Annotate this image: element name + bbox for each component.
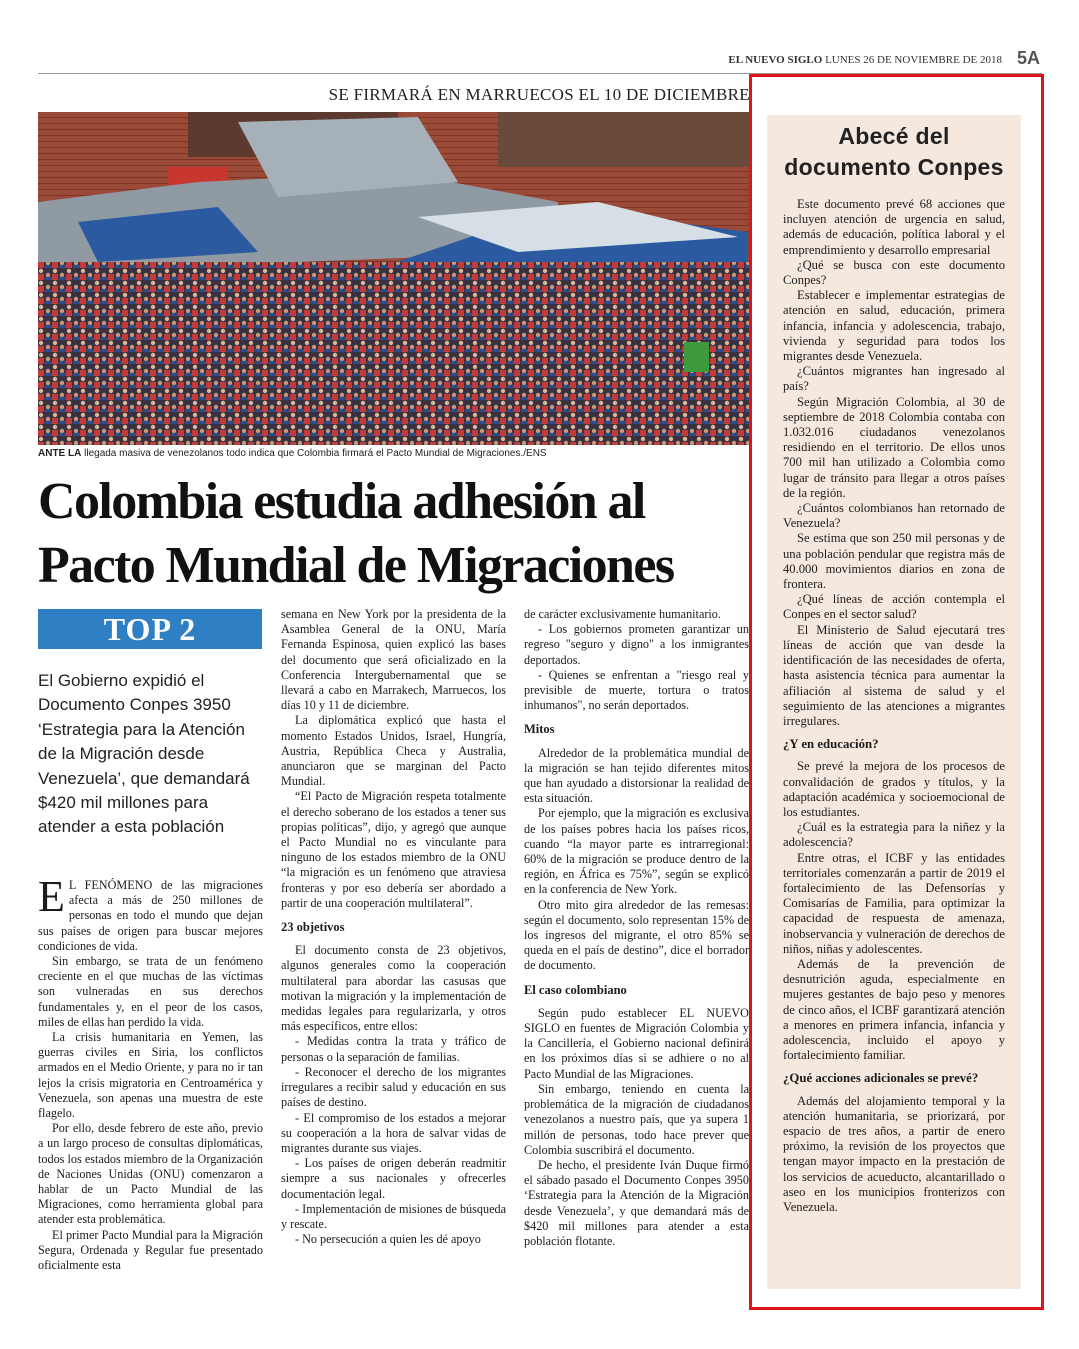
sidebar-paragraph: Según Migración Colombia, al 30 de septiembre de 2018 Colombia contaba con 1.032.016 ciudadanos venezolanos residiendo en el territorio. De ellos unos 700 mil han utilizado a Colombia como lugar de tránsito para llegar a otros países de la región. — [783, 394, 1005, 500]
caption-lead: ANTE LA — [38, 448, 82, 459]
page-number: 5A — [1016, 48, 1040, 68]
sidebar-subhead: ¿Y en educación? — [783, 737, 879, 752]
body-paragraph: El primer Pacto Mundial para la Migración Segura, Ordenada y Regular fue presentado oficialmente esta — [38, 1227, 263, 1273]
issue-date: LUNES 26 DE NOVIEMBRE DE 2018 — [825, 54, 1002, 66]
sidebar-title-line-1: Abecé del — [838, 123, 950, 149]
body-paragraph: - No persecución a quien les dé apoyo — [295, 1232, 481, 1247]
body-paragraph: Por ejemplo, que la migración es exclusiva de los países pobres hacia los países ricos, cuando “la mayor parte es intrarregional: 60% de la migración se produce dentro de la región, en África es 75%”, según se explicó en la conferencia de New York. — [524, 806, 749, 897]
sidebar-question: ¿Qué líneas de acción contempla el Conpes en el sector salud? — [783, 592, 1005, 622]
article-summary: El Gobierno expidió el Documento Conpes 3950 ‘Estrategia para la Atención de la Migración desde Venezuela’, que demandará $420 mil millones para atender a esta población — [38, 671, 250, 837]
photo-caption — [38, 448, 750, 459]
body-paragraph: Por ello, desde febrero de este año, previo a un largo proceso de consultas diplomáticas, todos los estados miembro de la Organización de Naciones Unidas (ONU) comenzaron a hablar de un Pacto Mundial de las Migraciones, como herramienta global para atender esta problemática. — [38, 1121, 263, 1227]
body-paragraph: Sin embargo, teniendo en cuenta la problemática de la migración de ciudadanos venezolanos a nuestro país, que ya supera 1 millón de personas, todo hace prever que Colombia suscribirá el documento. — [524, 1081, 749, 1157]
body-column-3 — [524, 607, 749, 1249]
body-paragraph: - Implementación de misiones de búsqueda y rescate. — [281, 1201, 506, 1231]
sidebar-question: ¿Cuántos migrantes han ingresado al país? — [783, 364, 1005, 394]
body-paragraph: - Los gobiernos prometen garantizar un regreso "seguro y digno" a los inmigrantes deportados. — [524, 622, 749, 667]
body-paragraph: De hecho, el presidente Iván Duque firmó el sábado pasado el Documento Conpes 3950 ‘Estrategia para la Atención de la Migración desde Venezuela’, y que demandará más de $420 mil millones para atender a esta población flotante. — [524, 1157, 749, 1248]
sidebar-paragraph: Además del alojamiento temporal y la atención humanitaria, se priorizará, por espacio de tres años, a partir de enero próximo, la revisión de los proyectos que tengan mayor impacto en la prestación de los servicios de acueducto, alcantarillado o aseo en los municipios fronterizos con Venezuela. — [783, 1093, 1005, 1214]
page-header — [38, 48, 1042, 74]
newspaper-name: EL NUEVO SIGLO — [728, 54, 823, 66]
body-paragraph: Otro mito gira alrededor de las remesas: según el documento, solo representan 15% de los ingresos del migrante, el otro 85% se queda en el país de destino”, dice el borrador de documento. — [524, 897, 749, 973]
headline-line-1: Colombia estudia adhesión al — [38, 473, 645, 530]
body-paragraph: Según pudo establecer EL NUEVO SIGLO en fuentes de Migración Colombia y la Cancillería, el Gobierno nacional definirá en los próximos días si se adhiere o no al Pacto Mundial de las Migraciones. — [524, 1005, 749, 1081]
sidebar-paragraph: Además de la prevención de desnutrición aguda, especialmente en mujeres gestantes de bajo peso y menores de cinco años, el ICBF garantizará atención a menores en primera infancia, infancia y adolescencia, incluido el apoyo y fortalecimiento familiar. — [783, 956, 1005, 1063]
body-paragraph: - Quienes se enfrentan a "riesgo real y previsible de muerte, tortura o tratos inhumanos", no serán deportados. — [524, 667, 749, 713]
sidebar-question: ¿Qué se busca con este documento Conpes? — [783, 257, 1005, 288]
body-paragraph: “El Pacto de Migración respeta totalmente el derecho soberano de los estados a tener sus propias políticas”, dijo, y agregó que aunque el Pacto Mundial no es vinculante para ninguno de los estados miembro de la ONU “la migración es un fenómeno que atraviesa fronteras y por eso debería ser abordado a partir de una cooperación multilateral”. — [281, 789, 506, 910]
body-paragraph: - Los países de origen deberán readmitir siempre a sus nacionales y ofrecerles documentación legal. — [281, 1156, 506, 1201]
crowd-photo-illustration — [38, 112, 750, 445]
body-paragraph: semana en New York por la presidenta de la Asamblea General de la ONU, María Fernanda Espinosa, quien explicó las bases del documento que será oficializado en la Conferencia Intergubernamental que se llevará a cabo en Marrakech, Marruecos, los días 10 y 11 de diciembre. — [281, 607, 506, 713]
sidebar-title-line-2: documento Conpes — [784, 154, 1004, 180]
body-paragraph: - Medidas contra la trata y tráfico de personas o la separación de familias. — [281, 1034, 506, 1064]
article-kicker: SE FIRMARÁ EN MARRUECOS EL 10 DE DICIEMBRE — [328, 85, 750, 104]
body-paragraph: - Reconocer el derecho de los migrantes irregulares a recibir salud y educación en sus países de destino. — [281, 1064, 506, 1110]
sidebar-paragraph: El Ministerio de Salud ejecutará tres líneas de acción que van desde la identificación de las necesidades de oferta, hasta asistencia técnica para aumentar la afiliación al sistema de salud y el seguimiento de las atenciones a migrantes irregulares. — [783, 622, 1005, 728]
body-paragraph: Sin embargo, se trata de un fenómeno creciente en el que muchas de las víctimas son vulneradas en sus derechos fundamentales y, en el peor de los casos, miles de ellas han perdido la vida. — [38, 954, 263, 1029]
section-subhead: 23 objetivos — [281, 920, 345, 935]
drop-cap: E — [38, 872, 65, 921]
body-column-1 — [38, 872, 263, 1273]
section-subhead: El caso colombiano — [524, 982, 627, 997]
sidebar-paragraph: Establecer e implementar estrategias de atención en salud, educación, primera infancia, infancia y adolescencia, trabajo, vivienda y seguridad para todos los migrantes desde Venezuela. — [783, 288, 1005, 364]
article-headline — [38, 470, 758, 598]
highlight-frame — [749, 74, 1044, 1310]
body-paragraph: - El compromiso de los estados a mejorar su cooperación a la hora de salvar vidas de migrantes durante sus viajes. — [281, 1110, 506, 1155]
sidebar-paragraph: Este documento prevé 68 acciones que incluyen atención de urgencia en salud, además de educación, política laboral y el emprendimiento y desarrollo empresarial — [783, 197, 1005, 257]
body-column-2 — [281, 607, 506, 1247]
sidebar-question: ¿Cuál es la estrategia para la niñez y la adolescencia? — [783, 820, 1005, 850]
caption-text: llegada masiva de venezolanos todo indica que Colombia firmará el Pacto Mundial de Migraciones./ENS — [81, 448, 547, 459]
sidebar-paragraph: Se estima que son 250 mil personas y de una población pendular que registra más de 40.000 movimientos diarios en zona de frontera. — [783, 531, 1005, 592]
body-paragraph: Alrededor de la problemática mundial de la migración se han tejido diferentes mitos que han ayudado a distorsionar la realidad de esta situación. — [524, 745, 749, 806]
sidebar-paragraph: Entre otras, el ICBF y las entidades territoriales comenzarán a partir de 2019 el fortalecimiento de las Defensorías y Comisarías de Familia, para optimizar la capacidad de respuesta de amenaza, inobservancia y vulneración de derechos de niños, niñas y adolescentes. — [783, 850, 1005, 956]
body-paragraph: E L FENÓMENO de las migraciones afecta a más de 250 millones de personas en todo el mundo que dejan sus países de origen para buscar mejores condiciones de vida. — [38, 872, 263, 953]
top-badge: TOP 2 — [38, 609, 262, 649]
sidebar-question: ¿Cuántos colombianos han retornado de Venezuela? — [783, 501, 1005, 531]
section-subhead: Mitos — [524, 722, 555, 737]
headline-line-2: Pacto Mundial de Migraciones — [38, 537, 674, 594]
body-paragraph: La crisis humanitaria en Yemen, las guerras civiles en Siria, los conflictos armados en el Medio Oriente, y para no ir tan lejos la crisis migratoria en Centroamérica y Venezuela, son apenas una muestra de este flagelo. — [38, 1030, 263, 1121]
body-paragraph: El documento consta de 23 objetivos, algunos generales como la cooperación multilateral para abordar las casusas que motivan la migración y la implementación de medidas legales para regularizarla, y otros más específicos, entre ellos: — [281, 943, 506, 1034]
body-paragraph: La diplomática explicó que hasta el momento Estados Unidos, Israel, Hungría, Austria, República Checa y Australia, anunciaron que se marginan del Pacto Mundial. — [281, 713, 506, 789]
body-paragraph: de carácter exclusivamente humanitario. — [524, 607, 721, 621]
sidebar-subhead: ¿Qué acciones adicionales se prevé? — [783, 1071, 979, 1086]
sidebar-paragraph: Se prevé la mejora de los procesos de convalidación de grados y títulos, y la adaptación académica y socioemocional de los estudiantes. — [783, 759, 1005, 819]
masthead-line — [728, 54, 1002, 66]
article-photo — [38, 112, 750, 445]
